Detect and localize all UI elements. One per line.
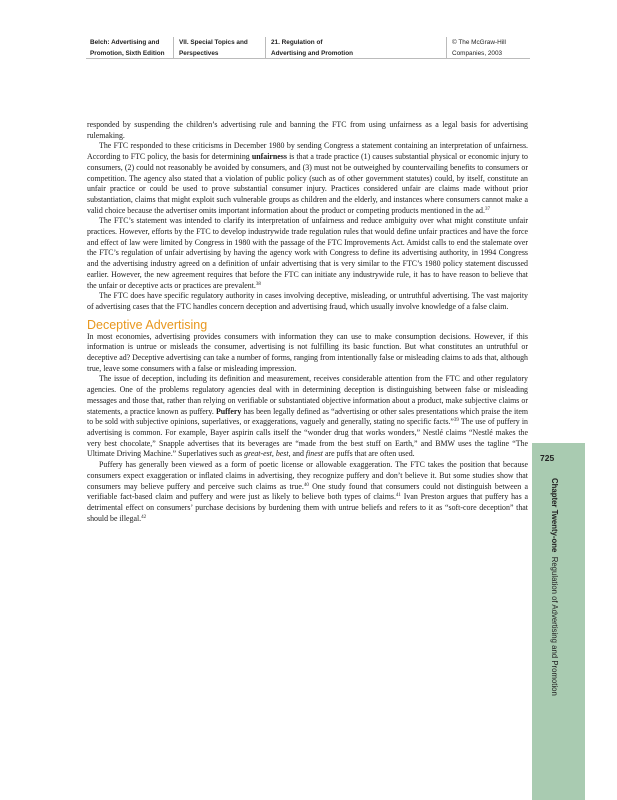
paragraph: The FTC does have specific regulatory authority in cases involving deceptive, misleading, or untruthful advertising. The vast majority of advertising cases that the FTC handles concern deception and advertising fraud, which usually involve knowledge of a false claim. [87, 291, 528, 311]
footnote-ref: 37 [484, 206, 490, 212]
paragraph: The issue of deception, including its definition and measurement, receives considerable attention from the FTC and other regulatory agencies. One of the problems regulatory agencies deal with in determining deception is distinguishing between false or misleading messages and those that, rather than relying on verifiable or substantiated objective information about a product, make subjective claims or statements, a practice known as puffery. Puffery has been legally defined as “advertising or other sales presentations which praise the item to be sold with subjective opinions, superlatives, or exaggerations, vaguely and generally, stating no specific facts.”$^{39}$ The use of puffery in advertising is common. For example, Bayer aspirin calls itself the “wonder drug that works wonders,” Nestlé claims “Nestlé makes the very best chocolate,” Snapple advertises that its beverages are “made from the best stuff on Earth,” and BMW uses the tagline “The Ultimate Driving Machine.” Superlatives such as great-est, best, and finest are puffs that are often used. [87, 374, 528, 459]
header-part-title: VII. Special Topics and Perspectives [179, 39, 248, 57]
page-number: 725 [540, 453, 555, 463]
header-rule [86, 58, 530, 59]
header-copyright: © The McGraw-Hill Companies, 2003 [452, 39, 506, 57]
paragraph: In most economies, advertising provides consumers with information they can use to make consumption decisions. However, if this information is untrue or misleads the consumer, advertising is not fulfilling its basic function. But what constitutes an untruthful or deceptive ad? Deceptive advertising can take a number of forms, ranging from intentionally false or misleading claims to ads that, although true, leave some consumers with a false or misleading impression. [87, 331, 528, 373]
paragraph: The FTC responded to these criticisms in December 1980 by sending Congress a statement containing an interpretation of unfairness. According to FTC policy, the basis for determining unfairness is that a trade practice (1) causes substantial physical or economic injury to consumers, (2) could not reasonably be avoided by consumers, and (3) must not be outweighed by countervailing benefits to consumers or competition. The agency also stated that a violation of public policy (such as of other government statutes) could, by itself, constitute an unfair practice or could be used to prove substantial consumer injury. Practices considered unfair are claims made without prior substantiation, claims that might exploit such vulnerable groups as children and the elderly, and instances where consumers cannot make a valid choice because the advertiser omits important information about the product or competing products mentioned in the ad.$^{37}$ [87, 141, 528, 215]
paragraph: The FTC’s statement was intended to clarify its interpretation of unfairness and reduce ambiguity over what might constitute unfair practices. However, efforts by the FTC to develop industrywide trade regulation rules that would define unfair practices and have the force and effect of law were limited by Congress in 1980 with the passage of the FTC Improvements Act. Amidst calls to end the stalemate over the FTC’s regulation of unfair advertising by having the agency work with Congress to define its advertising authority, in 1994 Congress and the advertising industry agreed on a definition of unfair advertising that is very similar to the FTC’s 1980 policy statement discussed earlier. However, the new agreement requires that before the FTC can initiate any industrywide rule, it has to have reason to believe that the unfair or deceptive acts or practices are prevalent.$^{38}$ [87, 216, 528, 290]
paragraph: responded by suspending the children’s advertising rule and banning the FTC from using unfairness as a legal basis for advertising rulemaking. [87, 120, 528, 140]
header-book-title: Belch: Advertising and Promotion, Sixth Edition [90, 39, 165, 57]
footnote-ref: 38 [255, 281, 261, 287]
footnote-ref: 41 [395, 493, 401, 499]
key-term: unfairness [251, 152, 287, 162]
header-divider [265, 37, 266, 59]
header-divider [446, 37, 447, 59]
paragraph: Puffery has generally been viewed as a form of poetic license or allowable exaggeration. The FTC takes the position that because consumers expect exaggeration or inflated claims in advertising, they recognize puffery and don’t believe it. But some studies show that consumers may believe puffery and perceive such claims as true.$^{40}$ One study found that consumers could not distinguish between a verifiable fact-based claim and puffery and were just as likely to believe both types of claims.$^{41}$ Ivan Preston argues that puffery has a detrimental effect on consumers’ purchase decisions by burdening them with untrue beliefs and refers to it as “soft-core deception” that should be illegal.$^{42}$ [87, 460, 528, 523]
footnote-ref: 40 [303, 482, 309, 488]
section-heading: Deceptive Advertising [87, 317, 208, 332]
chapter-side-label: Chapter Twenty-one Regulation of Advertising and Promotion [550, 478, 559, 696]
page-body [87, 120, 528, 524]
header-divider [173, 37, 174, 59]
key-term: Puffery [215, 406, 242, 416]
footnote-ref: 42 [141, 514, 147, 520]
footnote-ref: 39 [453, 418, 459, 424]
header-chapter-title: 21. Regulation of Advertising and Promotion [271, 39, 354, 57]
